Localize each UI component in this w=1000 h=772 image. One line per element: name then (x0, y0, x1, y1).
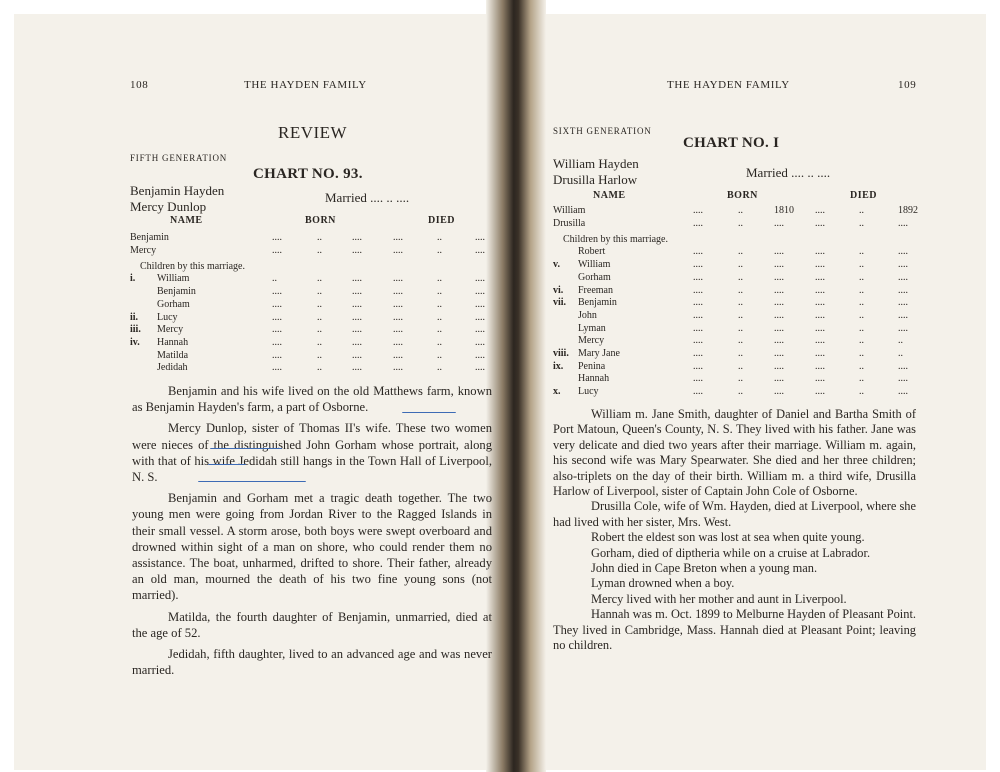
row-born-cell: .... (774, 271, 784, 283)
row-died-cell: .... (898, 271, 908, 283)
col-name-right: NAME (593, 190, 626, 201)
row-died-cell: .... (898, 284, 908, 296)
row-name: Mercy (130, 244, 157, 256)
row-born-cell: .... (272, 311, 282, 323)
table-row (553, 335, 918, 348)
table-row (553, 361, 918, 374)
row-died-cell: .... (475, 324, 485, 336)
table-row (130, 337, 500, 350)
row-name: Lyman (578, 322, 606, 334)
row-born-cell: .. (738, 373, 743, 385)
paragraph: Drusilla Cole, wife of Wm. Hayden, died at Liverpool, where she had lived with her sister, Mrs. West. (553, 499, 916, 529)
row-born-cell: .. (738, 360, 743, 372)
row-died-cell: .... (393, 273, 403, 285)
row-born-cell: .... (352, 362, 362, 374)
married-line-right: Married .... .. .... (746, 165, 831, 180)
table-row (553, 285, 918, 298)
row-died-cell: .. (859, 284, 864, 296)
row-born-cell: .. (738, 271, 743, 283)
row-born-cell: .. (317, 336, 322, 348)
row-died-cell: .... (475, 232, 485, 243)
row-born-cell: .. (317, 324, 322, 336)
row-name: Hannah (578, 373, 610, 385)
running-head-right: THE HAYDEN FAMILY (667, 79, 790, 91)
row-name: Hannah (157, 336, 189, 348)
row-died-cell: .... (898, 360, 908, 372)
row-born-cell: .... (352, 273, 362, 285)
row-died-cell: .... (898, 309, 908, 321)
row-died-cell: .... (898, 373, 908, 385)
row-born-cell: .... (693, 322, 703, 334)
row-name: Gorham (157, 298, 190, 310)
row-name: Gorham (578, 271, 611, 283)
page-number-right: 109 (898, 79, 917, 91)
table-row (130, 232, 500, 245)
row-born-cell: .... (774, 246, 784, 258)
row-born-cell: .. (317, 286, 322, 298)
ink-underline (210, 448, 282, 449)
row-died-cell: .. (859, 217, 864, 229)
row-name: Mercy (157, 324, 184, 336)
generation-label-right: SIXTH GENERATION (553, 126, 652, 136)
row-died-cell: .. (859, 205, 864, 216)
col-born-right: BORN (727, 190, 758, 201)
row-died-cell: .... (898, 297, 908, 309)
row-born-cell: .. (738, 335, 743, 347)
row-numeral: viii. (553, 348, 569, 359)
table-row (130, 245, 500, 258)
row-name: William (157, 273, 190, 285)
row-born-cell: .. (738, 217, 743, 229)
row-born-cell: .... (774, 217, 784, 229)
chart-title-right: CHART NO. I (683, 135, 780, 151)
paragraph: Matilda, the fourth daughter of Benjamin, unmarried, died at the age of 52. (132, 609, 492, 640)
row-born-cell: .. (738, 322, 743, 334)
table-row (130, 273, 500, 286)
paragraph: Jedidah, fifth daughter, lived to an advanced age and was never married. (132, 647, 492, 678)
row-died-cell: .. (437, 298, 442, 310)
paragraph: Mercy Dunlop, sister of Thomas II's wife. These two women were nieces of the distinguished John Gorham whose portrait, along with that of his wife Jedidah still hangs in the Town Hall of Liverpool, N. S. (132, 421, 492, 485)
row-numeral: ix. (553, 360, 564, 372)
table-row (553, 297, 918, 310)
table-row (553, 323, 918, 336)
row-born-cell: .... (272, 232, 282, 243)
running-head-left: THE HAYDEN FAMILY (244, 79, 367, 91)
row-died-cell: .... (393, 336, 403, 348)
married-line-left: Married .... .. .... (325, 190, 410, 205)
row-name: Benjamin (578, 297, 617, 309)
row-born-cell: .... (774, 373, 784, 385)
paragraph: Gorham, died of diptheria while on a cruise at Labrador. (591, 545, 871, 560)
row-born-cell: .. (738, 205, 743, 216)
chart-title-left: CHART NO. 93. (253, 166, 363, 182)
row-born-cell: .... (774, 297, 784, 309)
row-died-cell: 1892 (898, 205, 918, 216)
table-row (553, 205, 918, 218)
row-born-cell: .... (352, 298, 362, 310)
table-row (553, 348, 918, 361)
row-born-cell: .... (774, 386, 784, 398)
row-died-cell: .... (815, 386, 825, 398)
row-died-cell: .... (393, 311, 403, 323)
row-died-cell: .. (859, 348, 864, 359)
row-born-cell: .. (272, 273, 277, 285)
row-name: Lucy (157, 311, 178, 323)
row-numeral: iii. (130, 324, 141, 336)
paragraph: Benjamin and his wife lived on the old Matthews farm, known as Benjamin Hayden's farm, a part of Osborne. (132, 384, 492, 415)
row-born-cell: .... (352, 286, 362, 298)
section-title-review: REVIEW (278, 123, 348, 142)
row-died-cell: .... (475, 311, 485, 323)
row-died-cell: .... (815, 360, 825, 372)
row-born-cell: .... (352, 324, 362, 336)
row-died-cell: .... (815, 271, 825, 283)
row-died-cell: .... (815, 322, 825, 334)
row-born-cell: .... (693, 360, 703, 372)
row-numeral: x. (553, 386, 561, 398)
paragraph: Lyman drowned when a boy. (591, 576, 735, 591)
row-name: Mary Jane (578, 348, 620, 359)
row-died-cell: .. (437, 273, 442, 285)
row-born-cell: .... (272, 244, 282, 256)
row-name: Drusilla (553, 217, 586, 229)
row-died-cell: .... (393, 244, 403, 256)
table-row (130, 324, 500, 337)
table-row (130, 350, 500, 363)
row-died-cell: .... (815, 309, 825, 321)
paragraph: Robert the eldest son was lost at sea when quite young. (591, 530, 865, 545)
row-born-cell: .... (774, 284, 784, 296)
row-born-cell: .. (317, 349, 322, 361)
children-caption-left: Children by this marriage. (140, 261, 245, 272)
row-numeral: vii. (553, 297, 567, 309)
row-died-cell: .. (859, 335, 864, 347)
table-row (553, 272, 918, 285)
ink-underline (198, 481, 306, 482)
row-died-cell: .... (475, 244, 485, 256)
row-born-cell: .... (693, 348, 703, 359)
row-numeral: i. (130, 273, 136, 285)
row-died-cell: .. (859, 322, 864, 334)
row-born-cell: .... (774, 322, 784, 334)
page-number-left: 108 (130, 79, 149, 91)
row-died-cell: .... (815, 205, 825, 216)
row-born-cell: .... (774, 335, 784, 347)
row-born-cell: .. (317, 298, 322, 310)
row-born-cell: .... (693, 386, 703, 398)
row-died-cell: .... (393, 298, 403, 310)
row-born-cell: .. (317, 311, 322, 323)
row-died-cell: .. (437, 286, 442, 298)
row-name: Jedidah (157, 362, 188, 374)
row-born-cell: .... (693, 271, 703, 283)
row-born-cell: .... (352, 244, 362, 256)
row-name: Robert (578, 246, 606, 258)
row-died-cell: .... (898, 217, 908, 229)
row-died-cell: .... (475, 298, 485, 310)
row-died-cell: .. (437, 324, 442, 336)
row-name: Lucy (578, 386, 599, 398)
row-born-cell: .. (738, 309, 743, 321)
book-gutter (486, 0, 546, 772)
row-born-cell: .... (693, 373, 703, 385)
row-born-cell: .... (693, 246, 703, 258)
row-died-cell: .. (437, 362, 442, 374)
row-died-cell: .... (898, 259, 908, 271)
row-died-cell: .... (393, 349, 403, 361)
row-name: Matilda (157, 349, 189, 361)
ink-underline (208, 464, 246, 465)
row-born-cell: .... (693, 297, 703, 309)
row-born-cell: .. (738, 246, 743, 258)
row-died-cell: .... (393, 324, 403, 336)
row-born-cell: .. (738, 259, 743, 271)
table-row (553, 246, 918, 259)
table-row (553, 218, 918, 231)
row-died-cell: .... (393, 362, 403, 374)
row-died-cell: .... (815, 259, 825, 271)
row-born-cell: .... (774, 348, 784, 359)
row-numeral: v. (553, 259, 560, 271)
row-name: William (553, 205, 586, 216)
row-born-cell: .... (272, 324, 282, 336)
row-born-cell: .... (693, 284, 703, 296)
row-died-cell: .... (898, 322, 908, 334)
narrative-right (553, 407, 916, 654)
parent-father-left: Benjamin Hayden (130, 183, 225, 198)
row-died-cell: .. (859, 297, 864, 309)
row-numeral: vi. (553, 284, 564, 296)
table-row (553, 373, 918, 386)
row-born-cell: .... (352, 349, 362, 361)
paragraph: Mercy lived with her mother and aunt in Liverpool. (591, 591, 847, 606)
col-died-left: DIED (428, 215, 456, 226)
row-born-cell: .... (693, 259, 703, 271)
row-died-cell: .... (898, 386, 908, 398)
row-died-cell: .... (393, 286, 403, 298)
row-died-cell: .. (859, 373, 864, 385)
row-born-cell: .. (317, 273, 322, 285)
row-born-cell: .. (317, 232, 322, 243)
col-name-left: NAME (170, 215, 203, 226)
row-died-cell: .... (815, 348, 825, 359)
row-name: John (578, 309, 597, 321)
row-born-cell: .... (693, 335, 703, 347)
table-row (130, 312, 500, 325)
row-born-cell: .... (774, 259, 784, 271)
parent-father-right: William Hayden (553, 156, 639, 171)
row-born-cell: .... (352, 232, 362, 243)
row-name: William (578, 259, 611, 271)
row-born-cell: .. (738, 284, 743, 296)
row-born-cell: .... (693, 309, 703, 321)
row-born-cell: .... (693, 217, 703, 229)
row-died-cell: .. (859, 271, 864, 283)
row-died-cell: .. (898, 335, 903, 347)
ink-underline (402, 412, 456, 413)
col-born-left: BORN (305, 215, 336, 226)
table-row (553, 259, 918, 272)
row-numeral: ii. (130, 311, 139, 323)
row-born-cell: .. (317, 244, 322, 256)
table-row (130, 362, 500, 375)
row-born-cell: .... (693, 205, 703, 216)
row-died-cell: .... (815, 335, 825, 347)
row-died-cell: .. (859, 259, 864, 271)
row-born-cell: .... (352, 336, 362, 348)
row-died-cell: .... (475, 362, 485, 374)
generation-label-left: FIFTH GENERATION (130, 153, 228, 163)
row-died-cell: .... (475, 349, 485, 361)
row-born-cell: .... (272, 349, 282, 361)
row-born-cell: .... (272, 286, 282, 298)
row-died-cell: .. (437, 336, 442, 348)
row-name: Mercy (578, 335, 605, 347)
paragraph: Benjamin and Gorham met a tragic death together. The two young men were going from Jordan River to the Ragged Islands in their small vessel. A storm arose, both boys were swept overboard and drowned within sight of a man on shore, who could render them no assistance. The boat, unharmed, drifted to shore. Their father, already an old man, mourned the death of his two fine young sons (not married). (132, 491, 492, 603)
row-died-cell: .. (859, 360, 864, 372)
parent-mother-right: Drusilla Harlow (553, 172, 638, 187)
row-born-cell: .. (738, 348, 743, 359)
row-name: Freeman (578, 284, 613, 296)
row-died-cell: .. (437, 349, 442, 361)
row-name: Benjamin (157, 286, 196, 298)
table-row (553, 310, 918, 323)
row-died-cell: .. (859, 386, 864, 398)
row-born-cell: .. (738, 386, 743, 398)
col-died-right: DIED (850, 190, 878, 201)
row-died-cell: .. (898, 348, 903, 359)
paragraph: William m. Jane Smith, daughter of Daniel and Bartha Smith of Port Matoun, Queen's County, N. S. They lived with his father. Jane was very delicate and died two years after their marriage. William m. again, his second wife was Mary Spearwater. She died and her three children; also-triplets on the day of their birth. William m. a third wife, Drusilla Harlow of Liverpool, sister of Captain John Cole of Osborne. (553, 407, 916, 499)
row-numeral: iv. (130, 336, 140, 348)
row-name: Benjamin (130, 232, 169, 243)
row-died-cell: .. (859, 246, 864, 258)
row-died-cell: .. (859, 309, 864, 321)
row-died-cell: .... (815, 373, 825, 385)
paragraph: Hannah was m. Oct. 1899 to Melburne Hayden of Pleasant Point. They lived in Cambridge, Mass. Hannah died at Pleasant Point; leaving no children. (553, 607, 916, 653)
row-born-cell: .. (317, 362, 322, 374)
row-born-cell: .... (774, 360, 784, 372)
row-died-cell: .... (815, 217, 825, 229)
parent-mother-left: Mercy Dunlop (130, 199, 207, 214)
row-name: Penina (578, 360, 606, 372)
table-row (553, 386, 918, 399)
row-died-cell: .. (437, 311, 442, 323)
row-died-cell: .... (815, 297, 825, 309)
row-born-cell: .... (272, 298, 282, 310)
row-died-cell: .... (815, 246, 825, 258)
row-died-cell: .... (898, 246, 908, 258)
row-died-cell: .... (475, 336, 485, 348)
row-born-cell: .. (738, 297, 743, 309)
row-died-cell: .. (437, 232, 442, 243)
table-row (130, 286, 500, 299)
row-born-cell: .... (774, 309, 784, 321)
row-died-cell: .... (393, 232, 403, 243)
paragraph: John died in Cape Breton when a young man. (591, 561, 818, 576)
row-born-cell: .... (352, 311, 362, 323)
row-born-cell: 1810 (774, 205, 794, 216)
narrative-left (132, 383, 492, 678)
row-born-cell: .... (272, 336, 282, 348)
children-caption-right: Children by this marriage. (563, 234, 668, 245)
row-died-cell: .... (815, 284, 825, 296)
row-died-cell: .... (475, 286, 485, 298)
row-died-cell: .... (475, 273, 485, 285)
row-born-cell: .... (272, 362, 282, 374)
row-died-cell: .. (437, 244, 442, 256)
table-row (130, 299, 500, 312)
